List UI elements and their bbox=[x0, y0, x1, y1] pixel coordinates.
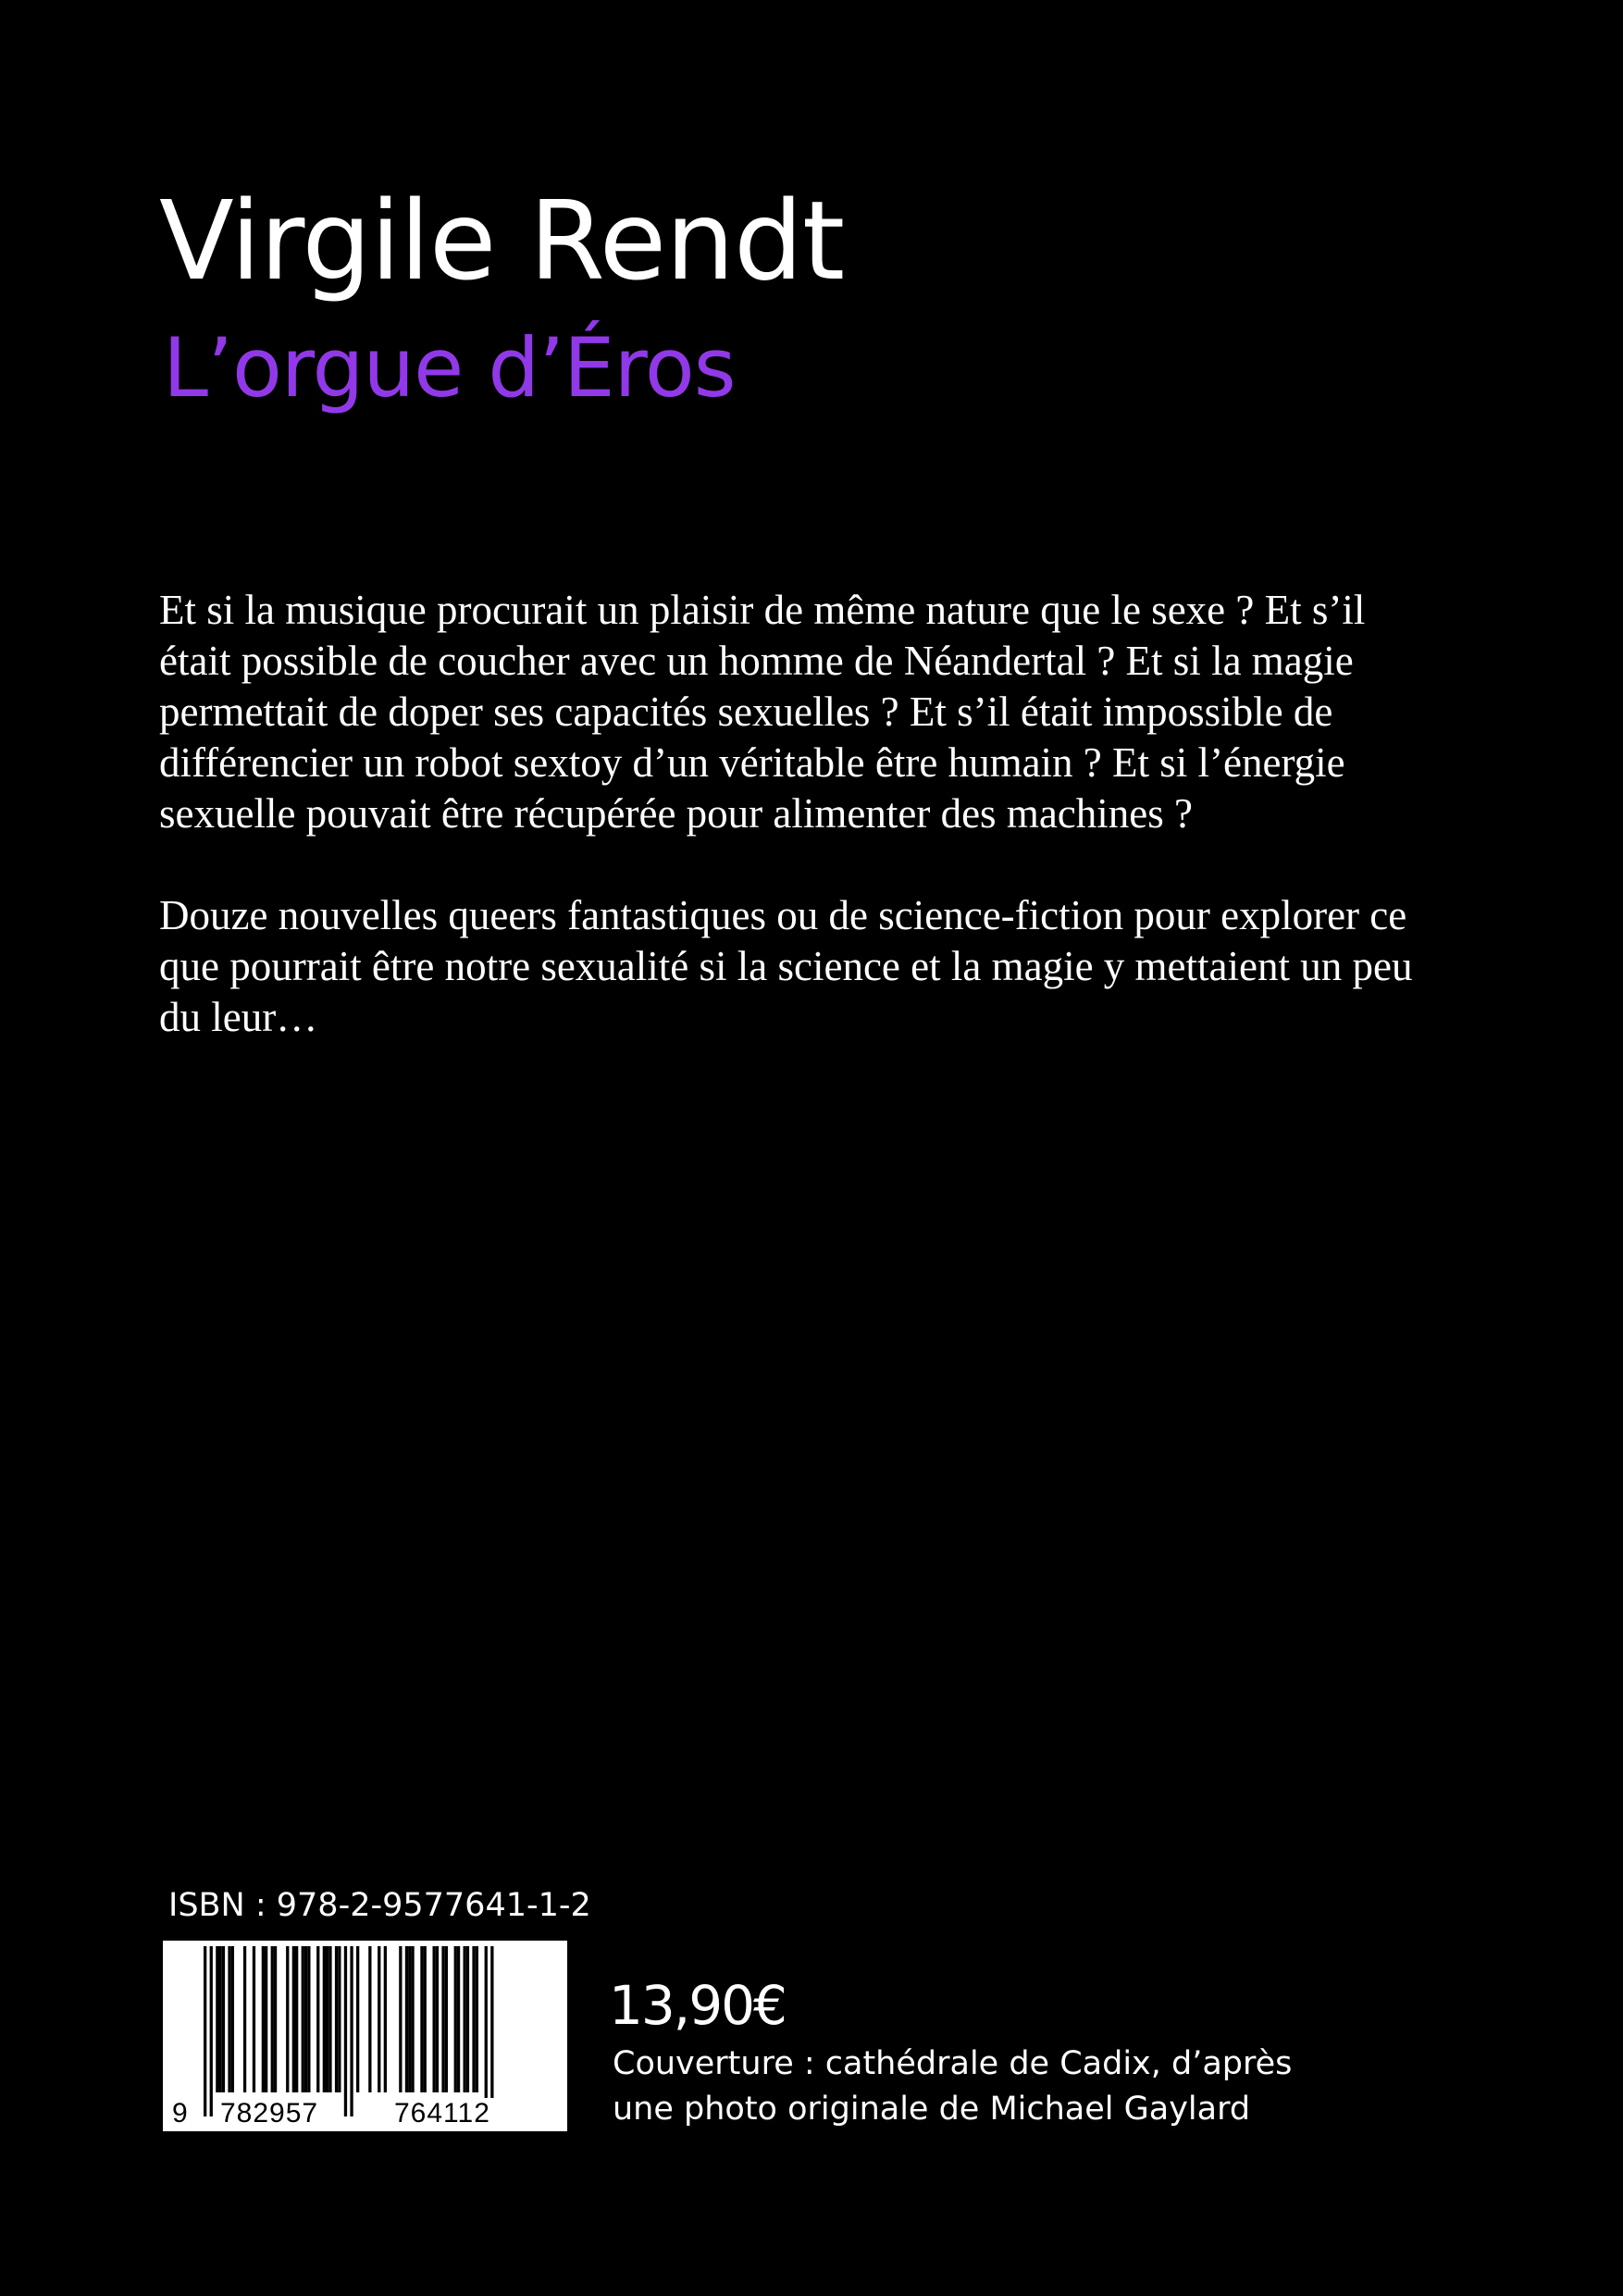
barcode-bar bbox=[344, 1946, 347, 2116]
barcode-bar bbox=[424, 1946, 427, 2092]
barcode-bar bbox=[378, 1946, 380, 2092]
barcode-right-digits: 764112 bbox=[390, 2098, 494, 2129]
barcode-bar bbox=[323, 1946, 326, 2092]
barcode-bar bbox=[350, 1946, 353, 2116]
barcode-bar bbox=[420, 1946, 423, 2092]
barcode-bar bbox=[210, 1946, 213, 2116]
cover-credit bbox=[613, 2042, 1292, 2132]
barcode-bar bbox=[436, 1946, 439, 2092]
barcode-bar bbox=[274, 1946, 277, 2092]
blurb-paragraph-2: Douze nouvelles queers fantastiques ou de science-fiction pour explorer ce que pourrait être notre sexualité si la science et la magie y mettaient un peu du leur… bbox=[159, 892, 1413, 1040]
barcode-bar bbox=[356, 1946, 359, 2092]
barcode-bar bbox=[204, 1946, 206, 2116]
barcode-bar bbox=[433, 1946, 436, 2092]
barcode-bar bbox=[457, 1946, 460, 2092]
barcode-bar bbox=[464, 1946, 466, 2092]
barcode-bar bbox=[302, 1946, 304, 2092]
barcode-bar bbox=[368, 1946, 371, 2092]
barcode-bar bbox=[222, 1946, 225, 2092]
barcode-bar bbox=[216, 1946, 218, 2092]
barcode-bar bbox=[454, 1946, 457, 2092]
isbn-label: ISBN : 978-2-9577641-1-2 bbox=[168, 1887, 591, 1924]
barcode-bar bbox=[243, 1946, 246, 2092]
barcode-bar bbox=[219, 1946, 222, 2092]
barcode-bar bbox=[411, 1946, 414, 2092]
barcode-bar bbox=[405, 1946, 408, 2092]
blurb-paragraph-1: Et si la musique procurait un plaisir de même nature que le sexe ? Et s’il était possible de coucher avec un homme de Néandertal ? Et si la magie permettait de doper ses capacités sexuelles ? Et s’il était impossible de différencier un robot sextoy d’un véritable être humain ? Et si l’énergie sexuelle pouvait être récupérée pour alimenter des machines ? bbox=[159, 587, 1366, 837]
barcode-bar bbox=[338, 1946, 341, 2092]
barcode-bar bbox=[399, 1946, 402, 2092]
barcode-bar bbox=[304, 1946, 307, 2092]
barcode-bar bbox=[466, 1946, 469, 2092]
barcode-bar bbox=[485, 1946, 488, 2116]
barcode-bar bbox=[295, 1946, 298, 2092]
barcode-bar bbox=[231, 1946, 234, 2092]
barcode-bar bbox=[253, 1946, 255, 2092]
cover-credit-line-1: Couverture : cathédrale de Cadix, d’après bbox=[613, 2045, 1293, 2082]
barcode-bar bbox=[262, 1946, 265, 2092]
barcode-bar bbox=[476, 1946, 478, 2092]
barcode-bar bbox=[441, 1946, 444, 2092]
barcode-first-digit: 9 bbox=[172, 2098, 189, 2128]
barcode-bar bbox=[408, 1946, 411, 2092]
isbn-barcode bbox=[163, 1941, 567, 2131]
barcode-bar bbox=[326, 1946, 328, 2092]
barcode-bar bbox=[292, 1946, 295, 2092]
cover-credit-line-2: une photo originale de Michael Gaylard bbox=[613, 2091, 1251, 2128]
barcode-bar bbox=[328, 1946, 331, 2092]
barcode-bar bbox=[307, 1946, 310, 2092]
barcode-left-digits: 782957 bbox=[217, 2098, 322, 2129]
barcode-bar bbox=[316, 1946, 319, 2092]
back-cover-blurb bbox=[159, 585, 1436, 1094]
barcode-bar bbox=[228, 1946, 230, 2092]
barcode-bar bbox=[286, 1946, 289, 2092]
barcode-bar bbox=[271, 1946, 274, 2092]
barcode-bar bbox=[384, 1946, 387, 2092]
barcode-bar bbox=[445, 1946, 448, 2092]
barcode-bar bbox=[490, 1946, 493, 2116]
author-name: Virgile Rendt bbox=[159, 177, 845, 304]
barcode-bar bbox=[472, 1946, 475, 2092]
price: 13,90€ bbox=[609, 1974, 786, 2037]
barcode-bar bbox=[265, 1946, 267, 2092]
book-title: L’orgue d’Éros bbox=[163, 320, 736, 416]
barcode-bar bbox=[335, 1946, 338, 2092]
